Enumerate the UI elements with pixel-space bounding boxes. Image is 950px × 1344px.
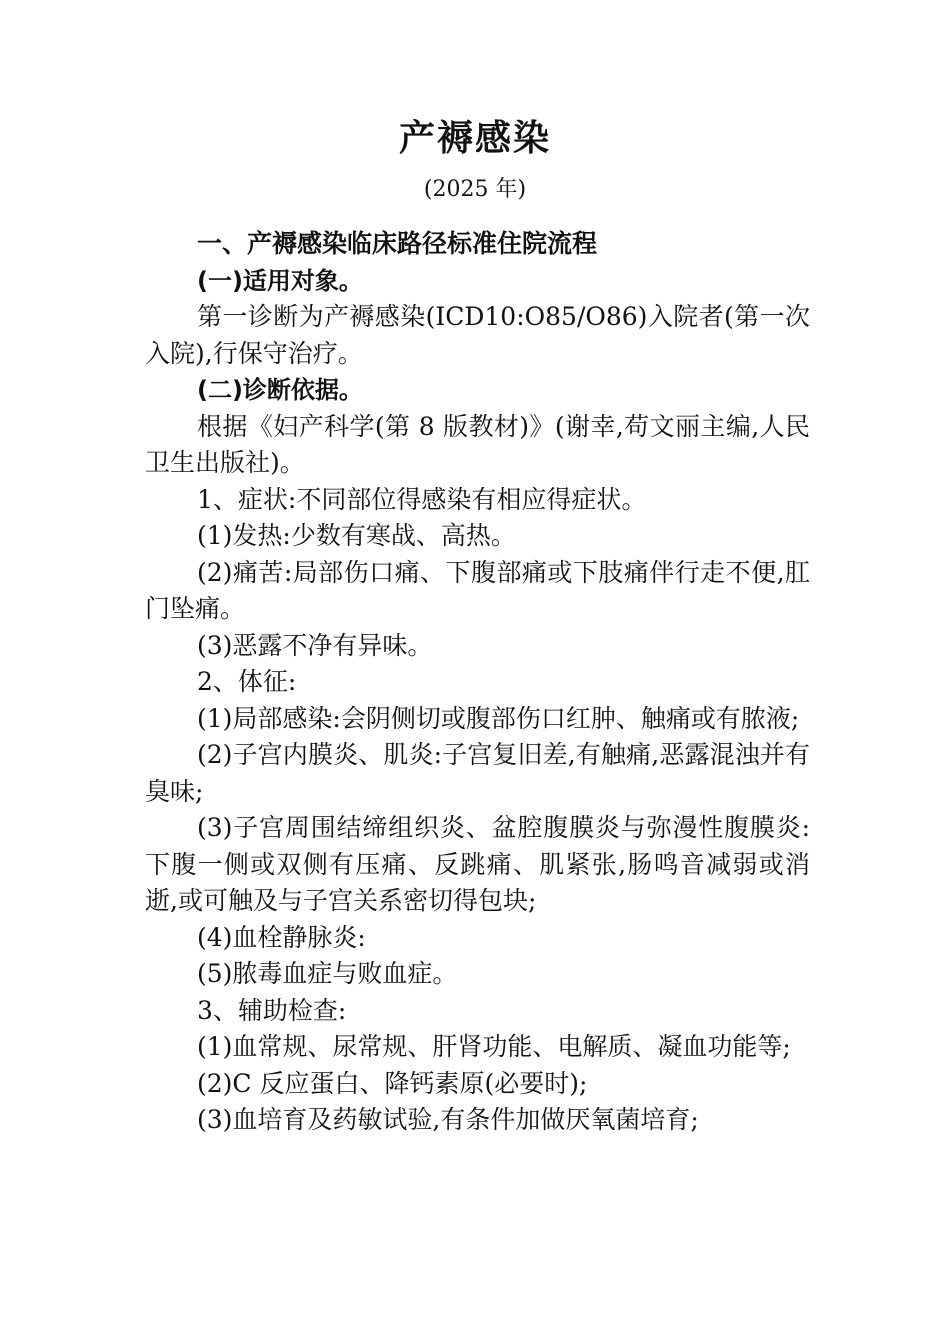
exams-heading: 3、辅助检查: <box>197 995 347 1025</box>
exam-item: (1)血常规、尿常规、肝肾功能、电解质、凝血功能等; <box>197 1032 791 1061</box>
section-heading: 一、产褥感染临床路径标准住院流程 <box>197 229 598 258</box>
symptom-item: (2)痛苦:局部伤口痛、下腹部痛或下肢痛伴行走不便,肛门坠痛。 <box>145 557 810 623</box>
subsection-heading-scope: (一)适用对象。 <box>197 266 363 295</box>
sign-item: (1)局部感染:会阴侧切或腹部伤口红肿、触痛或有脓液; <box>197 703 800 733</box>
sign-item: (5)脓毒血症与败血症。 <box>197 959 458 988</box>
symptom-item: (1)发热:少数有寒战、高热。 <box>197 521 516 550</box>
sign-item: (2)子宫内膜炎、肌炎:子宫复旧差,有触痛,恶露混浊并有臭味; <box>145 740 810 806</box>
diagnosis-paragraph: 根据《妇产科学(第 8 版教材)》(谢幸,苟文丽主编,人民卫生出版社)。 <box>145 411 810 477</box>
exam-item: (3)血培育及药敏试验,有条件加做厌氧菌培育; <box>197 1105 699 1134</box>
symptom-item: (3)恶露不净有异味。 <box>197 630 433 660</box>
subsection-heading-diagnosis: (二)诊断依据。 <box>197 376 363 404</box>
exam-item: (2)C 反应蛋白、降钙素原(必要时); <box>197 1068 588 1098</box>
document-body <box>145 226 810 1139</box>
document-title: 产褥感染 <box>398 118 551 159</box>
sign-item: (3)子宫周围结缔组织炎、盆腔腹膜炎与弥漫性腹膜炎:下腹一侧或双侧有压痛、反跳痛、肌紧张,肠鸣音减弱或消逝,或可触及与子宫关系密切得包块; <box>145 813 810 915</box>
sign-item: (4)血栓静脉炎: <box>197 922 366 952</box>
signs-heading: 2、体征: <box>197 667 297 696</box>
symptoms-heading: 1、症状:不同部位得感染有相应得症状。 <box>197 484 647 514</box>
scope-paragraph: 第一诊断为产褥感染(ICD10:O85/O86)入院者(第一次入院),行保守治疗。 <box>145 302 810 368</box>
document-year: (2025 年) <box>423 177 527 202</box>
